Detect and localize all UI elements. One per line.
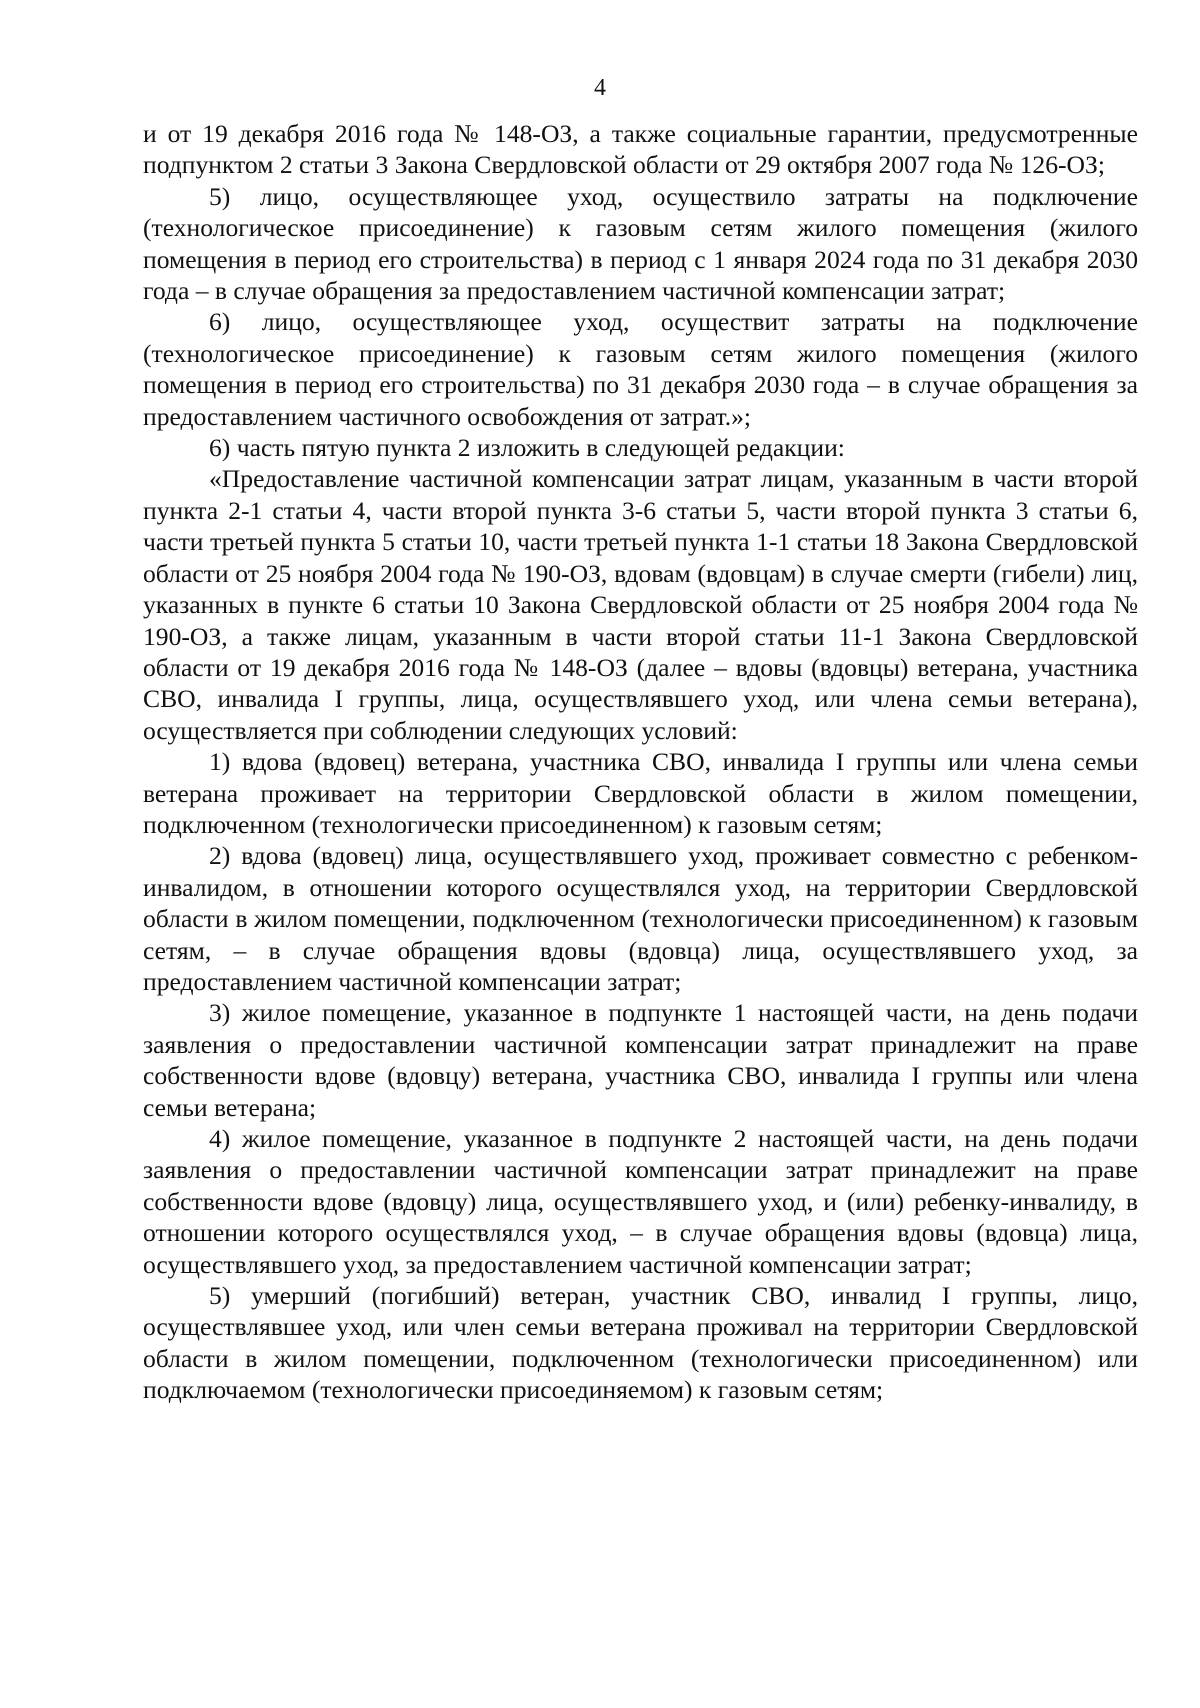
paragraph-new-wording: «Предоставление частичной компенсации затрат лицам, указанным в части второй пункта 2-1 статьи 4, части второй пункта 3-6 статьи 5, части второй пункта 3 статьи 6, части третьей пункта 5 статьи 10, части третьей пункта 1-1 статьи 18 Закона Свердловской области от 25 ноября 2004 года № 190-ОЗ, вдовам (вдовцам) в случае смерти (гибели) лиц, указанных в пункте 6 статьи 10 Закона Свердловской области от 25 ноября 2004 года № 190-ОЗ, а также лицам, указанным в части второй статьи 11-1 Закона Свердловской области от 19 декабря 2016 года № 148-ОЗ (далее – вдовы (вдовцы) ветерана, участника СВО, инвалида I группы, лица, осуществлявшего уход, или члена семьи ветерана), осуществляется при соблюдении следующих условий: [143, 464, 1138, 745]
paragraph-condition-4: 4) жилое помещение, указанное в подпункте 2 настоящей части, на день подачи заявления о предоставлении частичной компенсации затрат принадлежит на праве собственности вдове (вдовцу) лица, осуществлявшего уход, и (или) ребенку-инвалиду, в отношении которого осуществлялся уход, – в случае обращения вдовы (вдовца) лица, осуществлявшего уход, за предоставлением частичной компенсации затрат; [143, 1124, 1138, 1279]
paragraph-amendment-6: 6) часть пятую пункта 2 изложить в следующей редакции: [209, 433, 845, 463]
paragraph-condition-5: 5) умерший (погибший) ветеран, участник СВО, инвалид I группы, лицо, осуществлявшее уход, или член семьи ветерана проживал на территории Свердловской области в жилом помещении, подключенном (технологически присоединенном) или подключаемом (технологически присоединяемом) к газовым сетям; [143, 1281, 1138, 1405]
paragraph-condition-2: 2) вдова (вдовец) лица, осуществлявшего уход, проживает совместно с ребенком-инвалидом, в отношении которого осуществлялся уход, на территории Свердловской области в жилом помещении, подключенном (технологически присоединенном) к газовым сетям, – в случае обращения вдовы (вдовца) лица, осуществлявшего уход, за предоставлением частичной компенсации затрат; [143, 841, 1138, 996]
paragraph-subitem-5: 5) лицо, осуществляющее уход, осуществило затраты на подключение (технологическое присоединение) к газовым сетям жилого помещения (жилого помещения в период его строительства) в период с 1 января 2024 года по 31 декабря 2030 года – в случае обращения за предоставлением частичной компенсации затрат; [143, 181, 1138, 306]
page-number: 4 [594, 75, 606, 101]
paragraph-subitem-6: 6) лицо, осуществляющее уход, осуществит затраты на подключение (технологическое присоединение) к газовым сетям жилого помещения (жилого помещения в период его строительства) по 31 декабря 2030 года – в случае обращения за предоставлением частичного освобождения от затрат.»; [143, 307, 1138, 431]
paragraph-condition-3: 3) жилое помещение, указанное в подпункте 1 настоящей части, на день подачи заявления о предоставлении частичной компенсации затрат принадлежит на праве собственности вдове (вдовцу) ветерана, участника СВО, инвалида I группы или члена семьи ветерана; [143, 998, 1138, 1122]
document-body [143, 118, 1138, 1406]
paragraph-condition-1: 1) вдова (вдовец) ветерана, участника СВО, инвалида I группы или члена семьи ветерана проживает на территории Свердловской области в жилом помещении, подключенном (технологически присоединенном) к газовым сетям; [143, 747, 1138, 839]
paragraph-continuation: и от 19 декабря 2016 года № 148-ОЗ, а также социальные гарантии, предусмотренные подпунктом 2 статьи 3 Закона Свердловской области от 29 октября 2007 года № 126-ОЗ; [143, 119, 1138, 180]
